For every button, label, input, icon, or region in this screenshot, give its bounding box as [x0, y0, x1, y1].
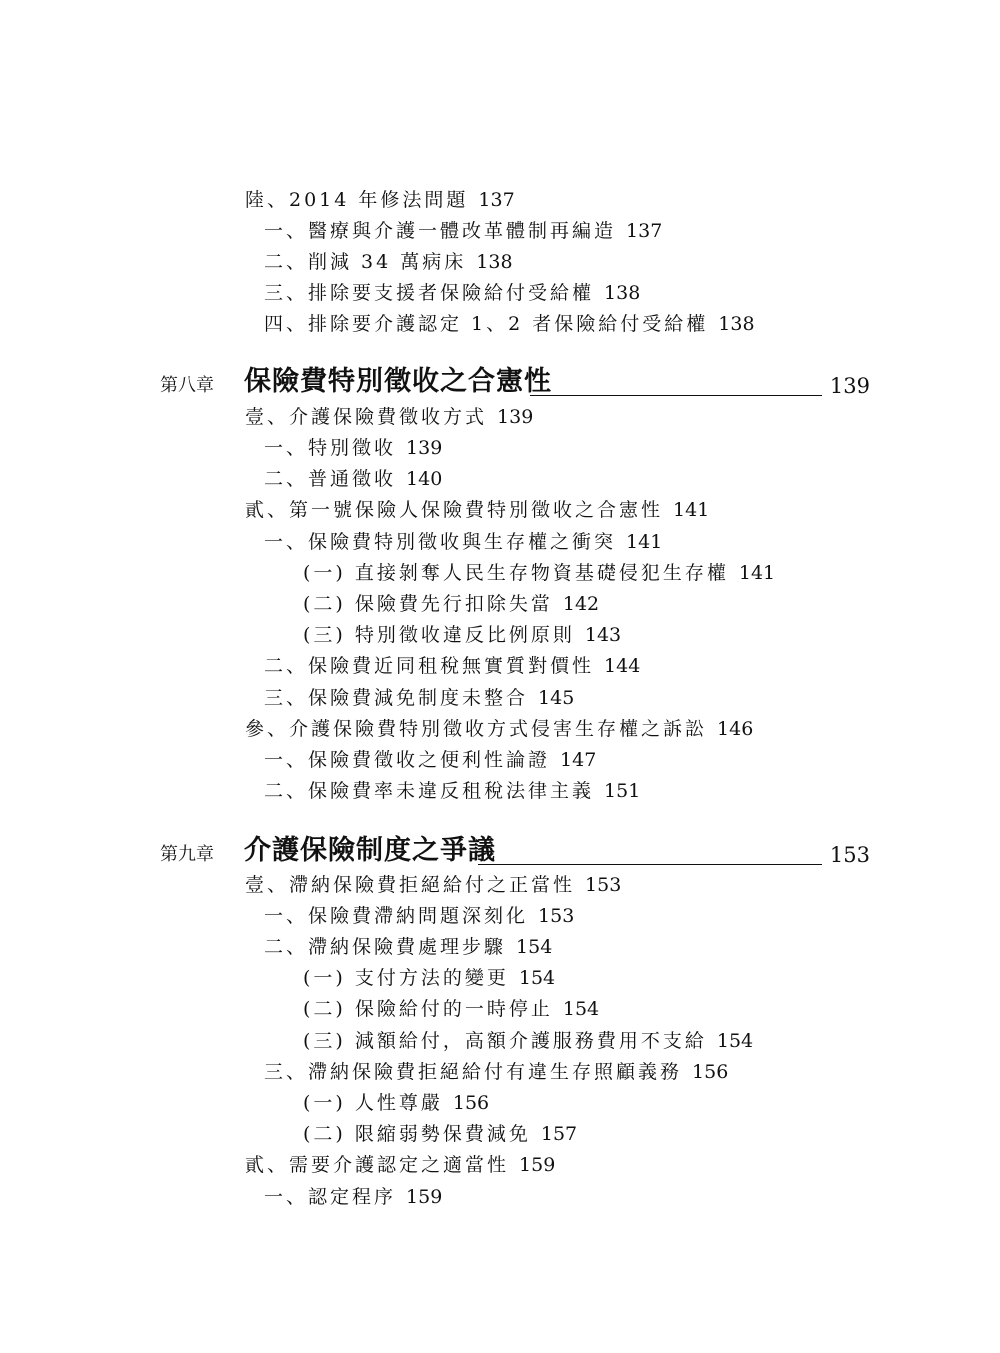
toc-entry: 一、保險費滯納問題深刻化 153 — [264, 905, 575, 927]
toc-entry: (二) 限縮弱勢保費減免 157 — [303, 1123, 578, 1145]
toc-entry: (三) 特別徵收違反比例原則 143 — [303, 624, 622, 646]
chapter-page: 139 — [829, 374, 870, 398]
toc-entry: 陸、2014 年修法問題 137 — [245, 189, 515, 211]
toc-entry: 四、排除要介護認定 1、2 者保險給付受給權 138 — [264, 313, 755, 335]
leader-rule — [478, 864, 822, 865]
chapter-heading — [160, 366, 870, 398]
toc-entry: 壹、介護保險費徵收方式 139 — [245, 406, 534, 428]
toc-entry: (二) 保險給付的一時停止 154 — [303, 998, 600, 1020]
chapter-label: 第九章 — [160, 844, 214, 865]
chapter-title: 介護保險制度之爭議 — [244, 835, 496, 866]
toc-entry: (三) 減額給付，高額介護服務費用不支給 154 — [303, 1030, 754, 1052]
toc-entry: 二、保險費率未違反租稅法律主義 151 — [264, 780, 641, 802]
toc-entry: 二、保險費近同租稅無實質對價性 144 — [264, 655, 641, 677]
toc-entry: 一、保險費特別徵收與生存權之衝突 141 — [264, 531, 663, 553]
toc-entry: 二、滯納保險費處理步驟 154 — [264, 936, 553, 958]
leader-rule — [530, 395, 822, 396]
toc-entry: (二) 保險費先行扣除失當 142 — [303, 593, 600, 615]
toc-entry: (一) 支付方法的變更 154 — [303, 967, 556, 989]
toc-entry: 一、特別徵收 139 — [264, 437, 443, 459]
toc-entry: 二、普通徵收 140 — [264, 468, 443, 490]
chapter-label: 第八章 — [160, 375, 214, 396]
toc-entry: 貳、第一號保險人保險費特別徵收之合憲性 141 — [245, 499, 710, 521]
chapter-title: 保險費特別徵收之合憲性 — [244, 366, 552, 397]
toc-entry: 參、介護保險費特別徵收方式侵害生存權之訴訟 146 — [245, 718, 754, 740]
chapter-page: 153 — [829, 843, 870, 867]
toc-entry: 貳、需要介護認定之適當性 159 — [245, 1154, 556, 1176]
toc-entry: 三、保險費減免制度未整合 145 — [264, 687, 575, 709]
toc-entry: 一、認定程序 159 — [264, 1186, 443, 1208]
toc-entry: (一) 直接剝奪人民生存物資基礎侵犯生存權 141 — [303, 562, 776, 584]
toc-entry: 三、滯納保險費拒絕給付有違生存照顧義務 156 — [264, 1061, 729, 1083]
toc-entry: (一) 人性尊嚴 156 — [303, 1092, 490, 1114]
toc-entry: 壹、滯納保險費拒絕給付之正當性 153 — [245, 874, 622, 896]
toc-entry: 三、排除要支援者保險給付受給權 138 — [264, 282, 641, 304]
toc-entry: 二、削減 34 萬病床 138 — [264, 251, 513, 273]
chapter-heading — [160, 835, 870, 867]
toc-entry: 一、醫療與介護一體改革體制再編造 137 — [264, 220, 663, 242]
toc-entry: 一、保險費徵收之便利性論證 147 — [264, 749, 597, 771]
